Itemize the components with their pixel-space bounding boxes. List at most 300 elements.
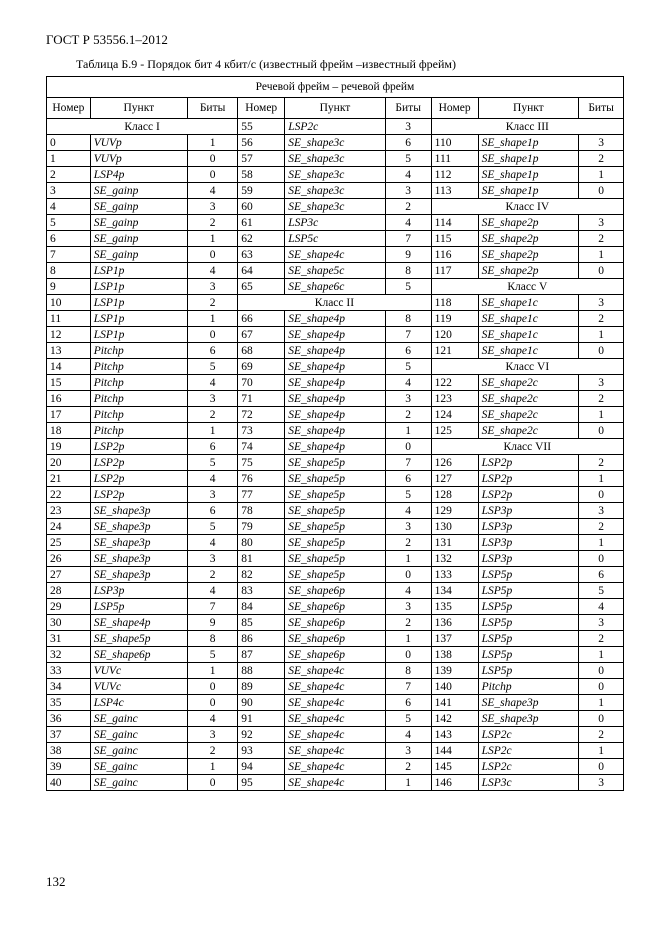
parameter-cell: SE_shape6p: [285, 647, 386, 663]
bits-cell: 2: [187, 295, 237, 311]
parameter-cell: SE_shape3c: [285, 167, 386, 183]
class-label-cell: Класс III: [431, 119, 623, 135]
bit-number-cell: 10: [47, 295, 91, 311]
parameter-cell: LSP2p: [90, 439, 187, 455]
bit-number-cell: 27: [47, 567, 91, 583]
bits-cell: 1: [579, 471, 624, 487]
parameter-cell: SE_shape4c: [285, 695, 386, 711]
table-row: [47, 583, 624, 599]
table-row: [47, 199, 624, 215]
parameter-cell: LSP4c: [90, 695, 187, 711]
bits-cell: 0: [385, 647, 431, 663]
bit-number-cell: 146: [431, 775, 478, 791]
bit-number-cell: 123: [431, 391, 478, 407]
bits-cell: 1: [385, 631, 431, 647]
bits-cell: 3: [385, 599, 431, 615]
bit-number-cell: 145: [431, 759, 478, 775]
parameter-cell: LSP1p: [90, 263, 187, 279]
parameter-cell: SE_gainc: [90, 775, 187, 791]
table-row: [47, 551, 624, 567]
table-row: [47, 119, 624, 135]
bits-cell: 1: [187, 135, 237, 151]
parameter-cell: SE_shape5p: [285, 567, 386, 583]
bit-order-table: [46, 76, 624, 791]
bit-number-cell: 33: [47, 663, 91, 679]
bits-cell: 2: [187, 567, 237, 583]
bits-cell: 2: [579, 631, 624, 647]
bit-number-cell: 11: [47, 311, 91, 327]
table-row: [47, 263, 624, 279]
parameter-cell: SE_shape5p: [285, 535, 386, 551]
table-row: [47, 759, 624, 775]
bits-cell: 0: [187, 695, 237, 711]
bits-cell: 3: [385, 391, 431, 407]
bit-number-cell: 130: [431, 519, 478, 535]
bit-number-cell: 0: [47, 135, 91, 151]
parameter-cell: LSP3p: [478, 551, 579, 567]
parameter-cell: VUVc: [90, 679, 187, 695]
parameter-cell: Pitchp: [90, 423, 187, 439]
table-title: Речевой фрейм – речевой фрейм: [47, 77, 624, 98]
parameter-cell: SE_shape6p: [90, 647, 187, 663]
bit-number-cell: 95: [238, 775, 285, 791]
parameter-cell: VUVp: [90, 151, 187, 167]
parameter-cell: LSP1p: [90, 295, 187, 311]
column-header: Пункт: [478, 98, 579, 119]
bit-number-cell: 39: [47, 759, 91, 775]
parameter-cell: SE_gainp: [90, 247, 187, 263]
bit-number-cell: 135: [431, 599, 478, 615]
parameter-cell: SE_shape6p: [285, 599, 386, 615]
parameter-cell: LSP1p: [90, 279, 187, 295]
parameter-cell: LSP5p: [478, 583, 579, 599]
bits-cell: 8: [187, 631, 237, 647]
bit-number-cell: 118: [431, 295, 478, 311]
bits-cell: 2: [385, 615, 431, 631]
column-header: Номер: [431, 98, 478, 119]
bit-number-cell: 137: [431, 631, 478, 647]
bits-cell: 3: [385, 119, 431, 135]
table-row: [47, 615, 624, 631]
bits-cell: 4: [385, 375, 431, 391]
class-label-cell: Класс II: [238, 295, 431, 311]
parameter-cell: SE_shape6p: [285, 583, 386, 599]
parameter-cell: SE_gainc: [90, 727, 187, 743]
parameter-cell: SE_shape5p: [285, 503, 386, 519]
bit-number-cell: 2: [47, 167, 91, 183]
bit-number-cell: 71: [238, 391, 285, 407]
parameter-cell: Pitchp: [90, 343, 187, 359]
parameter-cell: SE_shape4p: [285, 423, 386, 439]
parameter-cell: LSP5p: [90, 599, 187, 615]
parameter-cell: LSP3c: [478, 775, 579, 791]
parameter-cell: SE_shape5p: [285, 455, 386, 471]
bits-cell: 0: [187, 151, 237, 167]
table-row: [47, 775, 624, 791]
parameter-cell: Pitchp: [90, 375, 187, 391]
parameter-cell: LSP5p: [478, 663, 579, 679]
bit-number-cell: 78: [238, 503, 285, 519]
bit-number-cell: 9: [47, 279, 91, 295]
bit-number-cell: 20: [47, 455, 91, 471]
parameter-cell: SE_shape4c: [285, 711, 386, 727]
bits-cell: 2: [187, 215, 237, 231]
bits-cell: 1: [579, 695, 624, 711]
bits-cell: 7: [385, 327, 431, 343]
parameter-cell: SE_shape2c: [478, 423, 579, 439]
parameter-cell: SE_shape3c: [285, 183, 386, 199]
bits-cell: 5: [385, 711, 431, 727]
bits-cell: 2: [579, 311, 624, 327]
bits-cell: 7: [385, 455, 431, 471]
bit-number-cell: 62: [238, 231, 285, 247]
bits-cell: 2: [579, 151, 624, 167]
bit-number-cell: 57: [238, 151, 285, 167]
bits-cell: 0: [579, 487, 624, 503]
bit-number-cell: 59: [238, 183, 285, 199]
bits-cell: 2: [187, 743, 237, 759]
bit-number-cell: 117: [431, 263, 478, 279]
bit-number-cell: 133: [431, 567, 478, 583]
bits-cell: 4: [187, 471, 237, 487]
bit-number-cell: 73: [238, 423, 285, 439]
parameter-cell: SE_shape1p: [478, 135, 579, 151]
table-row: [47, 231, 624, 247]
bit-number-cell: 113: [431, 183, 478, 199]
parameter-cell: LSP5p: [478, 631, 579, 647]
parameter-cell: SE_shape4p: [90, 615, 187, 631]
bits-cell: 1: [579, 535, 624, 551]
parameter-cell: SE_gainc: [90, 759, 187, 775]
class-label-cell: Класс VII: [431, 439, 623, 455]
bits-cell: 3: [187, 199, 237, 215]
parameter-cell: LSP2c: [478, 759, 579, 775]
table-row: [47, 167, 624, 183]
table-row: [47, 295, 624, 311]
bit-number-cell: 121: [431, 343, 478, 359]
bits-cell: 2: [385, 199, 431, 215]
parameter-cell: SE_shape4c: [285, 727, 386, 743]
parameter-cell: LSP2p: [90, 455, 187, 471]
bit-number-cell: 126: [431, 455, 478, 471]
table-row: [47, 391, 624, 407]
table-caption: Таблица Б.9 - Порядок бит 4 кбит/с (известный фрейм –известный фрейм): [76, 57, 457, 71]
bit-number-cell: 38: [47, 743, 91, 759]
bit-number-cell: 88: [238, 663, 285, 679]
parameter-cell: SE_shape5p: [285, 471, 386, 487]
bits-cell: 0: [579, 663, 624, 679]
bit-number-cell: 80: [238, 535, 285, 551]
bit-number-cell: 19: [47, 439, 91, 455]
parameter-cell: SE_shape3c: [285, 151, 386, 167]
bits-cell: 0: [579, 343, 624, 359]
parameter-cell: SE_shape4c: [285, 247, 386, 263]
bits-cell: 0: [187, 679, 237, 695]
bit-number-cell: 144: [431, 743, 478, 759]
table-row: [47, 503, 624, 519]
parameter-cell: LSP2c: [478, 727, 579, 743]
bit-number-cell: 12: [47, 327, 91, 343]
parameter-cell: SE_shape4p: [285, 359, 386, 375]
bit-number-cell: 31: [47, 631, 91, 647]
table-row: [47, 279, 624, 295]
bit-number-cell: 36: [47, 711, 91, 727]
bits-cell: 3: [385, 743, 431, 759]
bits-cell: 6: [187, 343, 237, 359]
table-body: [47, 77, 624, 791]
class-label-cell: Класс V: [431, 279, 623, 295]
bit-number-cell: 16: [47, 391, 91, 407]
bits-cell: 0: [579, 759, 624, 775]
table-row: [47, 679, 624, 695]
bit-number-cell: 61: [238, 215, 285, 231]
table-row: [47, 311, 624, 327]
page-number: 132: [46, 874, 66, 889]
bits-cell: 0: [187, 327, 237, 343]
bits-cell: 0: [385, 439, 431, 455]
bit-number-cell: 21: [47, 471, 91, 487]
bits-cell: 0: [187, 247, 237, 263]
bit-number-cell: 119: [431, 311, 478, 327]
parameter-cell: SE_shape5p: [90, 631, 187, 647]
parameter-cell: SE_shape4p: [285, 343, 386, 359]
parameter-cell: Pitchp: [90, 407, 187, 423]
bits-cell: 8: [385, 311, 431, 327]
bits-cell: 2: [579, 519, 624, 535]
parameter-cell: SE_shape5p: [285, 487, 386, 503]
bits-cell: 5: [385, 359, 431, 375]
bits-cell: 7: [187, 599, 237, 615]
table-row: [47, 647, 624, 663]
parameter-cell: LSP2c: [285, 119, 386, 135]
bit-number-cell: 56: [238, 135, 285, 151]
parameter-cell: SE_shape3p: [90, 503, 187, 519]
bit-number-cell: 82: [238, 567, 285, 583]
bits-cell: 1: [579, 327, 624, 343]
parameter-cell: SE_shape4c: [285, 663, 386, 679]
parameter-cell: SE_shape2p: [478, 215, 579, 231]
bit-number-cell: 70: [238, 375, 285, 391]
bits-cell: 2: [579, 391, 624, 407]
bit-number-cell: 114: [431, 215, 478, 231]
bit-number-cell: 55: [238, 119, 285, 135]
class-label-cell: Класс IV: [431, 199, 623, 215]
parameter-cell: SE_shape6p: [285, 631, 386, 647]
bit-number-cell: 77: [238, 487, 285, 503]
bit-number-cell: 18: [47, 423, 91, 439]
bits-cell: 2: [579, 231, 624, 247]
bits-cell: 3: [385, 183, 431, 199]
parameter-cell: SE_shape4p: [285, 375, 386, 391]
bit-number-cell: 116: [431, 247, 478, 263]
table-row: [47, 327, 624, 343]
bits-cell: 0: [579, 711, 624, 727]
bits-cell: 4: [187, 535, 237, 551]
bit-number-cell: 64: [238, 263, 285, 279]
bit-number-cell: 13: [47, 343, 91, 359]
bits-cell: 7: [385, 231, 431, 247]
parameter-cell: SE_shape1c: [478, 343, 579, 359]
bits-cell: 1: [385, 423, 431, 439]
bits-cell: 0: [579, 183, 624, 199]
column-header: Номер: [47, 98, 91, 119]
bits-cell: 0: [579, 551, 624, 567]
bits-cell: 8: [385, 663, 431, 679]
parameter-cell: VUVc: [90, 663, 187, 679]
table-row: [47, 455, 624, 471]
parameter-cell: SE_shape1c: [478, 327, 579, 343]
parameter-cell: LSP2p: [90, 471, 187, 487]
bit-number-cell: 25: [47, 535, 91, 551]
bits-cell: 0: [385, 567, 431, 583]
bit-number-cell: 131: [431, 535, 478, 551]
bit-number-cell: 143: [431, 727, 478, 743]
table-row: [47, 631, 624, 647]
bit-number-cell: 24: [47, 519, 91, 535]
bits-cell: 1: [187, 311, 237, 327]
parameter-cell: SE_gainc: [90, 711, 187, 727]
parameter-cell: SE_shape4p: [285, 327, 386, 343]
bit-number-cell: 132: [431, 551, 478, 567]
table-row: [47, 727, 624, 743]
parameter-cell: LSP5p: [478, 647, 579, 663]
bits-cell: 5: [385, 151, 431, 167]
bit-number-cell: 138: [431, 647, 478, 663]
bit-number-cell: 67: [238, 327, 285, 343]
bit-number-cell: 1: [47, 151, 91, 167]
parameter-cell: SE_shape3p: [478, 711, 579, 727]
table-row: [47, 663, 624, 679]
bits-cell: 6: [385, 135, 431, 151]
bits-cell: 3: [579, 503, 624, 519]
table-row: [47, 375, 624, 391]
parameter-cell: SE_shape3p: [90, 567, 187, 583]
bit-number-cell: 142: [431, 711, 478, 727]
parameter-cell: SE_gainp: [90, 183, 187, 199]
parameter-cell: SE_shape1c: [478, 311, 579, 327]
parameter-cell: LSP2p: [478, 487, 579, 503]
parameter-cell: SE_shape3c: [285, 199, 386, 215]
bits-cell: 2: [187, 407, 237, 423]
bits-cell: 3: [579, 295, 624, 311]
table-title-row: [47, 77, 624, 98]
bits-cell: 3: [187, 391, 237, 407]
bit-number-cell: 60: [238, 199, 285, 215]
parameter-cell: SE_shape2p: [478, 263, 579, 279]
bit-number-cell: 127: [431, 471, 478, 487]
parameter-cell: SE_shape5c: [285, 263, 386, 279]
bit-number-cell: 139: [431, 663, 478, 679]
bits-cell: 3: [187, 727, 237, 743]
bit-number-cell: 76: [238, 471, 285, 487]
bits-cell: 4: [187, 583, 237, 599]
bit-number-cell: 40: [47, 775, 91, 791]
bit-number-cell: 89: [238, 679, 285, 695]
bit-number-cell: 29: [47, 599, 91, 615]
parameter-cell: SE_gainp: [90, 231, 187, 247]
class-label-cell: Класс VI: [431, 359, 623, 375]
table-row: [47, 599, 624, 615]
parameter-cell: SE_shape4c: [285, 743, 386, 759]
parameter-cell: SE_gainc: [90, 743, 187, 759]
bits-cell: 1: [579, 247, 624, 263]
parameter-cell: SE_shape2p: [478, 231, 579, 247]
parameter-cell: Pitchp: [90, 359, 187, 375]
bits-cell: 3: [579, 615, 624, 631]
bit-number-cell: 69: [238, 359, 285, 375]
parameter-cell: SE_shape4c: [285, 759, 386, 775]
bit-number-cell: 112: [431, 167, 478, 183]
bit-number-cell: 28: [47, 583, 91, 599]
bit-number-cell: 124: [431, 407, 478, 423]
bit-number-cell: 111: [431, 151, 478, 167]
parameter-cell: SE_shape4p: [285, 391, 386, 407]
table-row: [47, 151, 624, 167]
bit-number-cell: 129: [431, 503, 478, 519]
parameter-cell: SE_shape1p: [478, 183, 579, 199]
table-row: [47, 519, 624, 535]
bit-number-cell: 120: [431, 327, 478, 343]
bits-cell: 5: [187, 359, 237, 375]
column-header: Пункт: [285, 98, 386, 119]
bit-number-cell: 14: [47, 359, 91, 375]
bit-number-cell: 4: [47, 199, 91, 215]
table-row: [47, 535, 624, 551]
table-row: [47, 359, 624, 375]
bit-number-cell: 23: [47, 503, 91, 519]
bit-number-cell: 86: [238, 631, 285, 647]
bit-number-cell: 3: [47, 183, 91, 199]
bit-number-cell: 122: [431, 375, 478, 391]
bit-number-cell: 26: [47, 551, 91, 567]
table-row: [47, 135, 624, 151]
bits-cell: 1: [385, 775, 431, 791]
parameter-cell: SE_shape2c: [478, 375, 579, 391]
parameter-cell: SE_shape6c: [285, 279, 386, 295]
bit-number-cell: 15: [47, 375, 91, 391]
bits-cell: 5: [579, 583, 624, 599]
parameter-cell: SE_shape6p: [285, 615, 386, 631]
bit-number-cell: 72: [238, 407, 285, 423]
bits-cell: 4: [385, 727, 431, 743]
column-header-row: [47, 98, 624, 119]
bits-cell: 5: [385, 279, 431, 295]
parameter-cell: SE_shape3p: [90, 535, 187, 551]
bit-number-cell: 68: [238, 343, 285, 359]
bits-cell: 1: [187, 423, 237, 439]
bits-cell: 6: [385, 343, 431, 359]
bits-cell: 4: [187, 263, 237, 279]
table-row: [47, 439, 624, 455]
bits-cell: 2: [385, 759, 431, 775]
bits-cell: 6: [579, 567, 624, 583]
bits-cell: 2: [385, 407, 431, 423]
column-header: Биты: [579, 98, 624, 119]
bits-cell: 1: [579, 647, 624, 663]
parameter-cell: LSP2p: [478, 455, 579, 471]
bit-number-cell: 63: [238, 247, 285, 263]
bits-cell: 5: [385, 487, 431, 503]
table-row: [47, 567, 624, 583]
bits-cell: 4: [187, 183, 237, 199]
bit-number-cell: 5: [47, 215, 91, 231]
bits-cell: 1: [385, 551, 431, 567]
parameter-cell: LSP3c: [285, 215, 386, 231]
column-header: Пункт: [90, 98, 187, 119]
parameter-cell: Pitchp: [478, 679, 579, 695]
table-row: [47, 487, 624, 503]
parameter-cell: LSP3p: [90, 583, 187, 599]
